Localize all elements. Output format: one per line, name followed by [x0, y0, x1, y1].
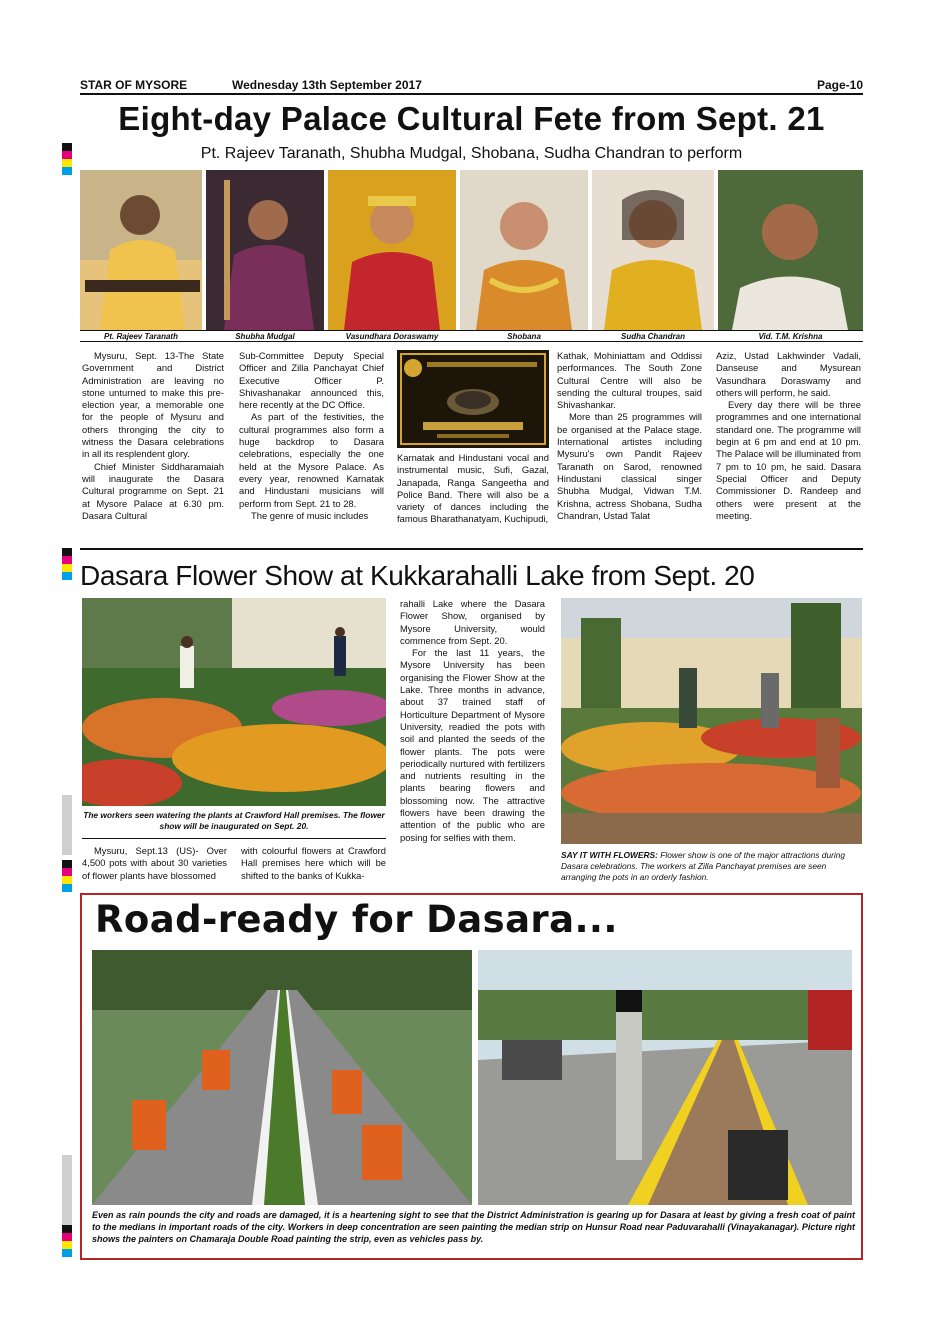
story2-column-3 — [400, 598, 545, 844]
paragraph: Kathak, Mohiniattam and Oddissi performances. The South Zone Cultural Centre will also be sending the cultural troupes, said Shivashankar. — [557, 350, 702, 411]
issue-date: Wednesday 13th September 2017 — [232, 78, 422, 92]
paragraph: The genre of music includes — [251, 509, 369, 521]
portrait-caption: Shubha Mudgal — [235, 332, 295, 341]
portrait-shubha-mudgal — [206, 170, 324, 330]
section-divider — [80, 548, 863, 550]
story1-headline: Eight-day Palace Cultural Fete from Sept. 21 — [118, 100, 825, 137]
dasara-cultural-logo — [397, 350, 549, 448]
paragraph: Aziz, Ustad Lakhwinder Vadali, Danseuse and Mysurean Vasundhara Doraswamy and others will perform, he said. — [716, 350, 861, 398]
paragraph: Mysuru, Sept. 13-The State Government and District Administration are leaving no stone unturned to make this pre-election year, a memorable one for the people of Mysuru and others thronging the city to witness the Dasara celebrations in all its resplendent glory. — [82, 350, 224, 460]
registration-mark — [62, 143, 72, 175]
portrait-shobana — [460, 170, 588, 330]
story3-caption: Even as rain pounds the city and roads are damaged, it is a heartening sight to see that the District Administration is gearing up for Dasara at least by giving a fresh coat of paint to the medians in important roads of the city. Workers in deep concentration are seen painting the median strip on Hunsur Road near Paduvarahalli (Vinayakanagar). Picture right shows the painters on Chamaraja Double Road painting the strip, even as vehicles pass by. — [92, 1210, 855, 1244]
story1-column-1 — [82, 350, 224, 522]
portrait-rajeev-taranath — [80, 170, 202, 330]
registration-mark — [62, 860, 72, 892]
paragraph: As part of the festivities, the cultural programmes also form a huge backdrop to Dasara celebrations, especially the one held at the Mysore Palace. As every year, renowned Karnatak and Hindustani musicians will perform from Sept. 21 to 28. — [239, 411, 384, 509]
photo-hunsur-road-median — [92, 950, 472, 1205]
paragraph: For the last 11 years, the Mysore University has been organising the Flower Show at the Lake. Three months in advance, about 37 trained staff of Horticulture Department of Mysore University, readied the pots with soil and planted the seeds of the flower plants. The pots were periodically nurtured with fertilizers and nutrients resulting in the plants bearing flowers and blossoming now. The attractive flowers have been drawing the attention of the public who are posing for selfies with them. — [400, 647, 545, 843]
paragraph: with colourful flowers at Crawford Hall premises here which will be shifted to the banks of Kukka- — [241, 845, 386, 881]
portrait-vasundhara-doraswamy — [328, 170, 456, 330]
portrait-caption: Shobana — [507, 332, 541, 341]
portrait-sudha-chandran — [592, 170, 714, 330]
story1-column-2 — [239, 350, 384, 522]
portrait-tm-krishna — [718, 170, 863, 330]
portrait-caption: Vasundhara Doraswamy — [345, 332, 439, 341]
photo2-caption-text: Flower show is one of the major attractions during Dasara celebrations. The workers at Zilla Panchayat premises are seen arranging the pots in an orderly fashion. — [561, 850, 846, 882]
caption-rule — [82, 838, 386, 839]
registration-mark — [62, 1155, 72, 1257]
portrait-caption: Pt. Rajeev Taranath — [104, 332, 178, 341]
masthead — [80, 77, 863, 95]
paragraph: Mysuru, Sept.13 (US)- Over 4,500 pots with about 30 varieties of flower plants have blossomed — [82, 845, 227, 881]
paragraph: Sub-Committee Deputy Special Officer and Zilla Panchayat Chief Executive Officer P. Shivashanakar announced this, here recently at the DC Office. — [239, 350, 384, 411]
photo-crawford-hall-watering — [82, 598, 386, 806]
paragraph: Every day there will be three programmes and one international standard one. The programme will begin at 6 pm and end at 10 pm. The Palace will be illuminated from 7 pm to 10 pm, he said. Dasara Special Officer and Deputy Commissioner D. Randeep and others were present at the meeting. — [716, 399, 861, 521]
paragraph: Chief Minister Siddharamaiah will inaugurate the Dasara Cultural programme on Sept. 21 at Mysore Palace at 6.30 pm. Dasara Cultural — [82, 460, 224, 521]
story3-headline: Road-ready for Dasara... — [95, 898, 618, 941]
story1-column-4 — [557, 350, 702, 522]
paper-name: STAR OF MYSORE — [80, 78, 188, 92]
story2-column-2 — [241, 845, 386, 882]
story1-column-5 — [716, 350, 861, 522]
photo2-caption-lead: SAY IT WITH FLOWERS: — [561, 850, 658, 860]
portrait-caption-strip — [80, 330, 863, 342]
photo2-caption — [561, 850, 862, 883]
registration-mark — [62, 795, 72, 855]
story1-subhead: Pt. Rajeev Taranath, Shubha Mudgal, Shobana, Sudha Chandran to perform — [200, 145, 743, 162]
registration-mark — [62, 548, 72, 580]
paragraph: rahalli Lake where the Dasara Flower Show, organised by Mysore University, would commence from Sept. 20. — [400, 598, 545, 646]
photo-zilla-panchayat-pots — [561, 598, 862, 844]
portrait-caption: Vid. T.M. Krishna — [758, 332, 823, 341]
paragraph: More than 25 programmes will be organised at the Palace stage. International artistes including Mysuru's own Pandit Rajeev Taranath on Sarod, renowned Hindustani classical singer Shubha Mudgal, Vidwan T.M. Krishna, actress Shobana, Sudha Chandran, Ustad Talat — [557, 411, 702, 521]
portrait-strip — [80, 170, 863, 342]
story1-column-3 — [397, 452, 549, 526]
photo-chamaraja-road-median — [478, 950, 852, 1205]
photo1-caption: The workers seen watering the plants at Crawford Hall premises. The flower show will be inaugurated on Sept. 20. — [83, 810, 385, 831]
story2-column-1 — [82, 845, 227, 882]
story2-headline: Dasara Flower Show at Kukkarahalli Lake from Sept. 20 — [80, 560, 755, 591]
paragraph: Karnatak and Hindustani vocal and instrumental music, Sufi, Gazal, Janapada, Ranga Sangeetha and Police Band. There will also be a variety of dances including the famous Bharathanatyam, Kuchipudi, — [397, 452, 549, 525]
page-number: Page-10 — [816, 78, 863, 92]
portrait-caption: Sudha Chandran — [620, 332, 685, 341]
